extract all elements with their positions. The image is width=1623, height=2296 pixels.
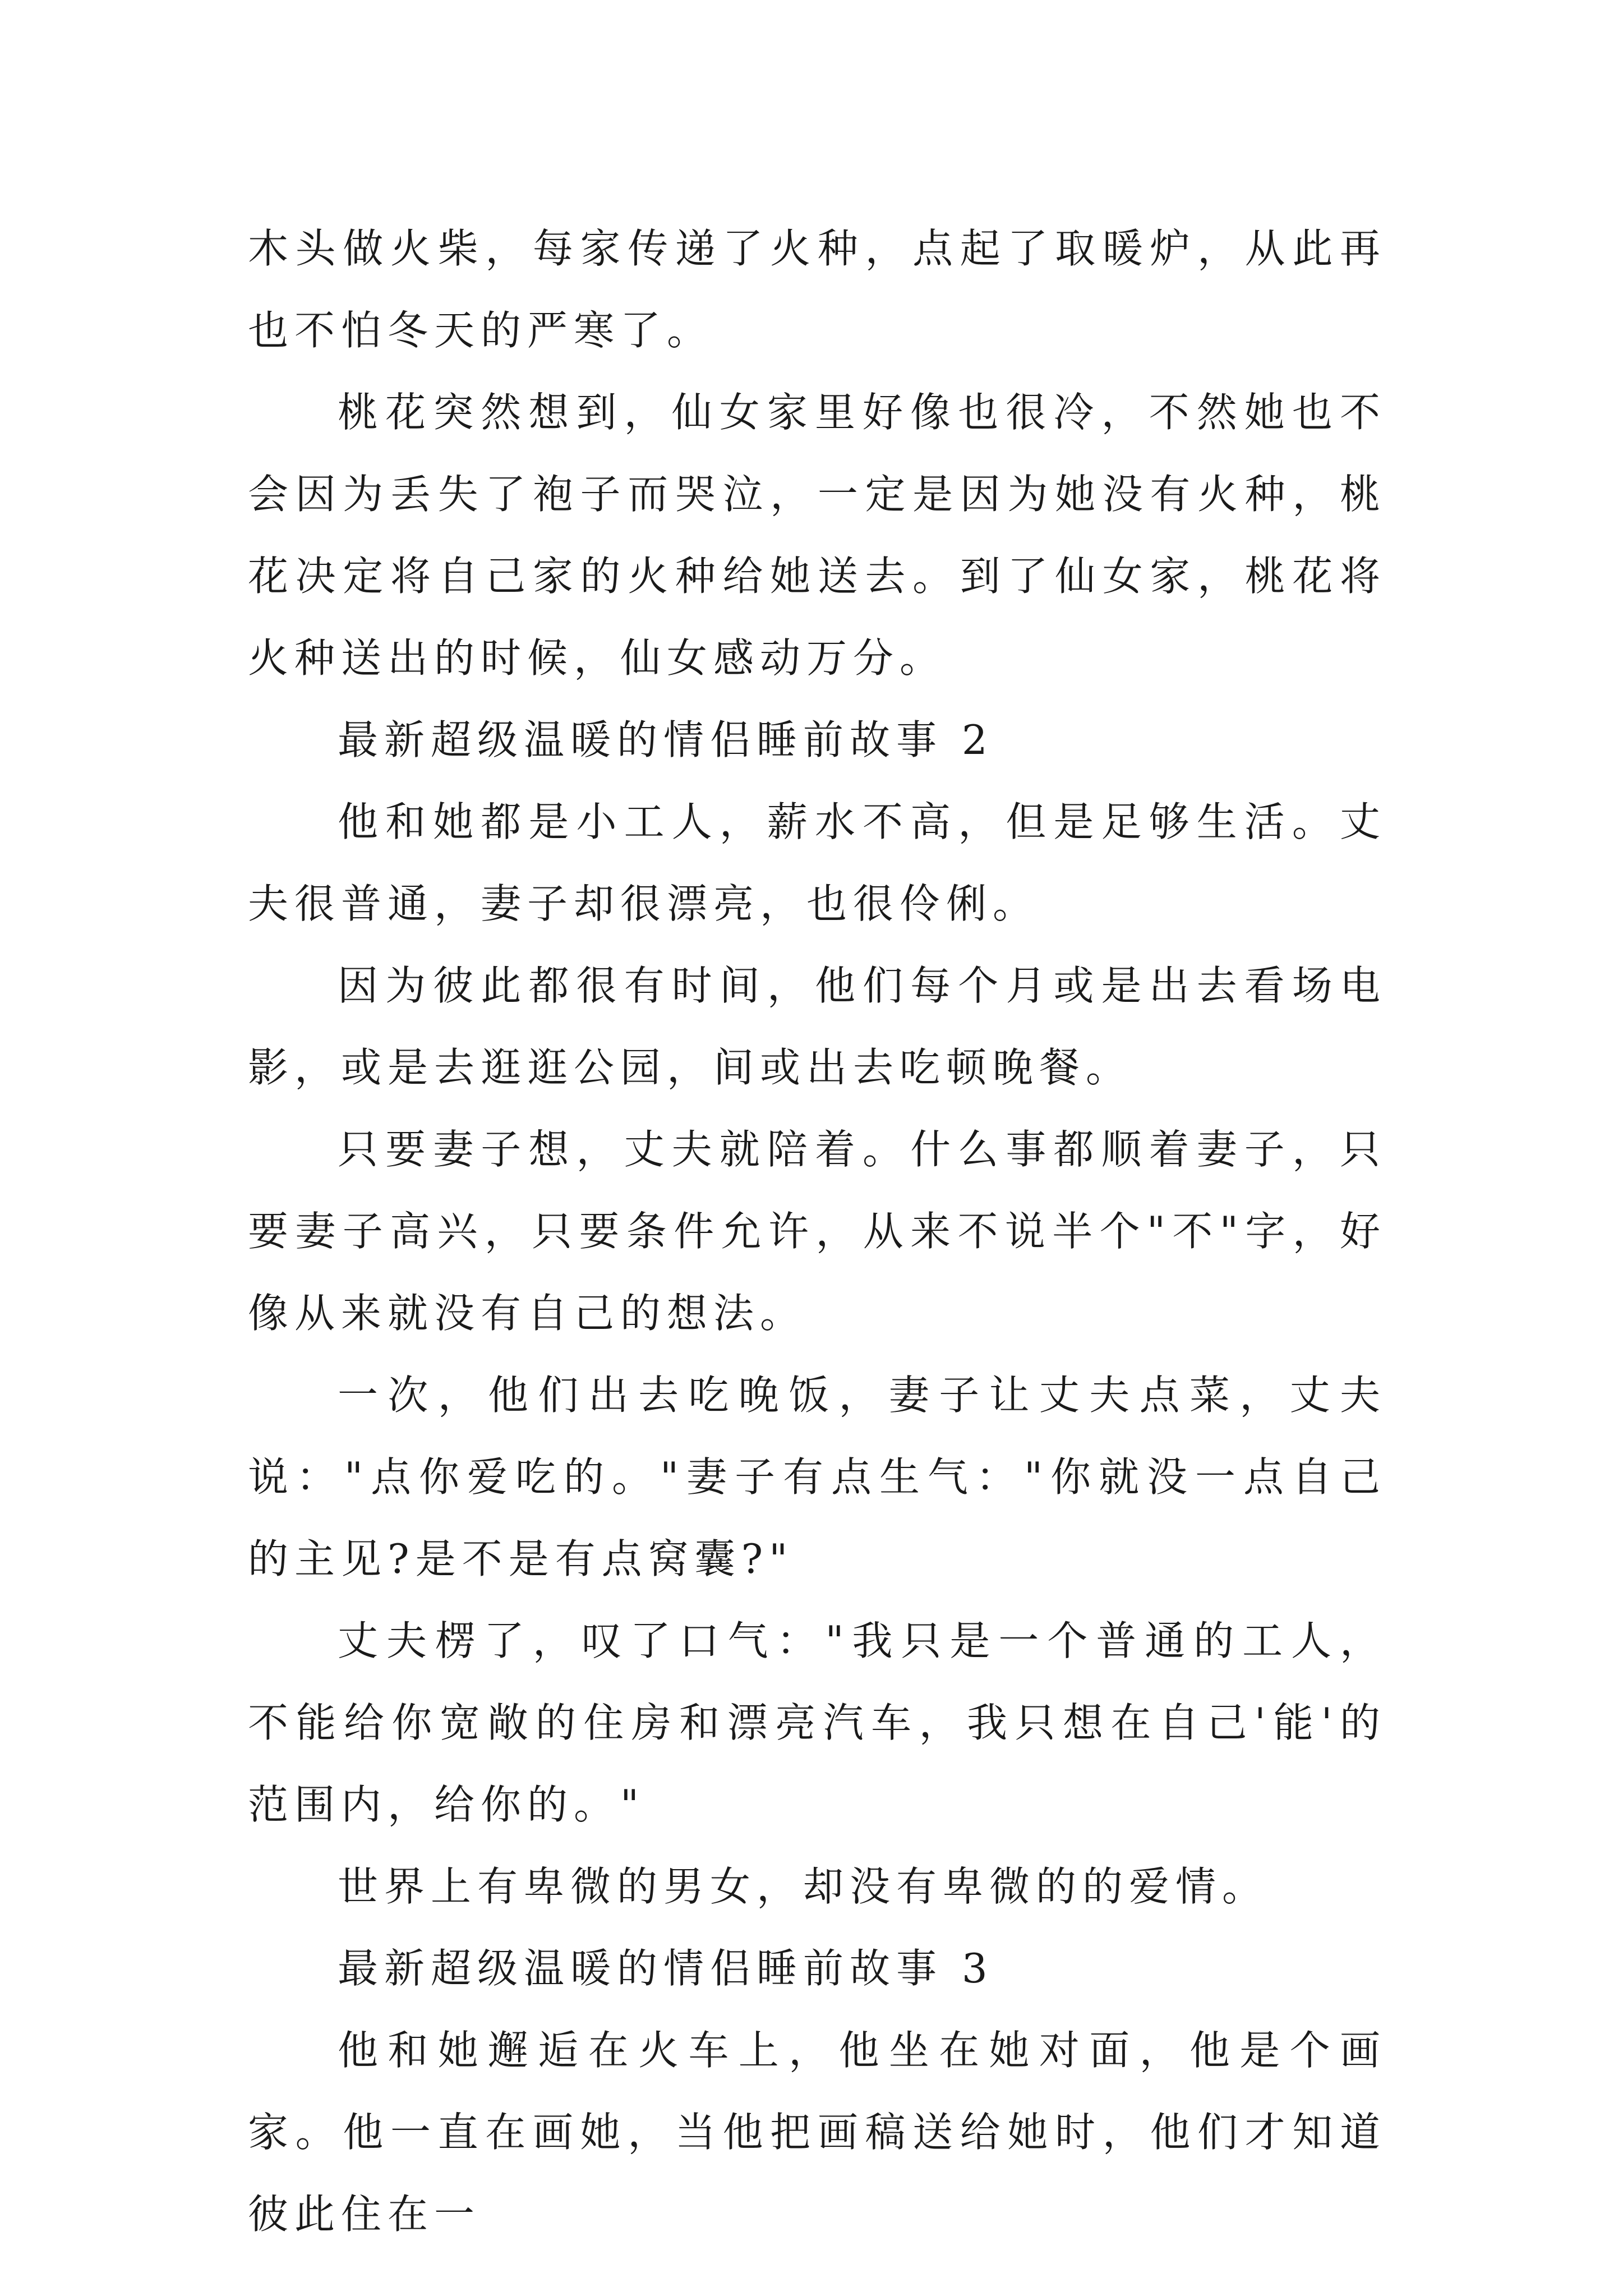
document-body bbox=[248, 208, 1386, 2255]
section-heading: 最新超级温暖的情侣睡前故事 3 bbox=[338, 1945, 994, 1992]
paragraph-continuation: 木头做火柴，每家传递了火种，点起了取暖炉，从此再也不怕冬天的严寒了。 bbox=[248, 225, 1386, 354]
paragraph: 他和她邂逅在火车上，他坐在她对面，他是个画家。他一直在画她，当他把画稿送给她时，他们才知道彼此住在一 bbox=[248, 2027, 1386, 2238]
paragraph: 丈夫楞了，叹了口气："我只是一个普通的工人，不能给你宽敞的住房和漂亮汽车，我只想在自己'能'的范围内，给你的。" bbox=[248, 1617, 1386, 1828]
paragraph: 世界上有卑微的男女，却没有卑微的的爱情。 bbox=[338, 1863, 1269, 1910]
paragraph: 桃花突然想到，仙女家里好像也很冷，不然她也不会因为丢失了袍子而哭泣，一定是因为她没有火种，桃花决定将自己家的火种给她送去。到了仙女家，桃花将火种送出的时候，仙女感动万分。 bbox=[248, 389, 1386, 682]
paragraph: 因为彼此都很有时间，他们每个月或是出去看场电影，或是去逛逛公园，间或出去吃顿晚餐。 bbox=[248, 962, 1386, 1091]
paragraph: 一次，他们出去吃晚饭，妻子让丈夫点菜，丈夫说："点你爱吃的。"妻子有点生气："你就没一点自己的主见?是不是有点窝囊?" bbox=[248, 1372, 1386, 1582]
section-heading: 最新超级温暖的情侣睡前故事 2 bbox=[338, 716, 994, 763]
paragraph: 他和她都是小工人，薪水不高，但是足够生活。丈夫很普通，妻子却很漂亮，也很伶俐。 bbox=[248, 798, 1386, 927]
paragraph: 只要妻子想，丈夫就陪着。什么事都顺着妻子，只要妻子高兴，只要条件允许，从来不说半个"不"字，好像从来就没有自己的想法。 bbox=[248, 1126, 1386, 1337]
